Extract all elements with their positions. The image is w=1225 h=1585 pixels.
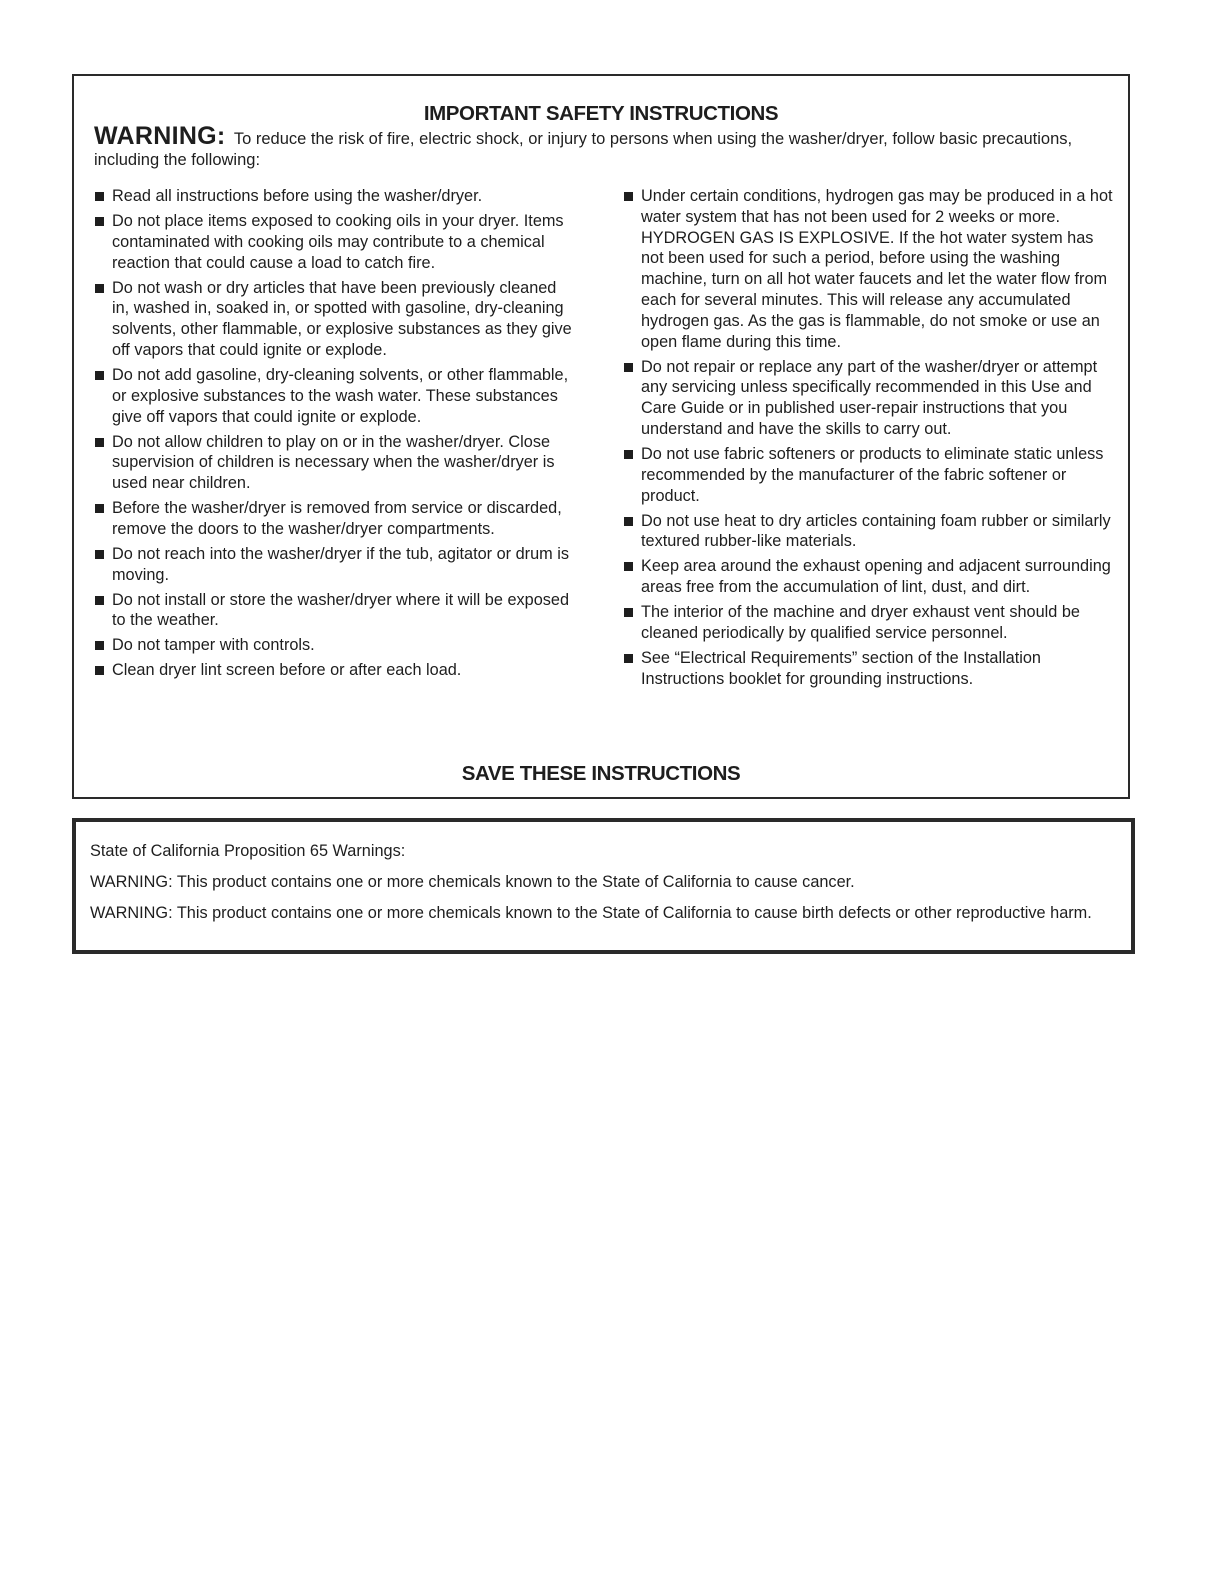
square-bullet-icon — [95, 596, 104, 605]
list-item — [94, 432, 574, 494]
square-bullet-icon — [624, 192, 633, 201]
list-item-text: Keep area around the exhaust opening and adjacent surrounding areas free from the accumulation of lint, dust, and dirt. — [641, 557, 1111, 597]
square-bullet-icon — [624, 654, 633, 663]
list-item-text: Read all instructions before using the washer/dryer. — [112, 187, 483, 205]
square-bullet-icon — [624, 363, 633, 372]
list-item — [623, 602, 1113, 644]
prop65-birth-defects-warning: WARNING: This product contains one or more chemicals known to the State of California to cause birth defects or other reproductive harm. — [90, 904, 1092, 922]
list-item — [623, 444, 1113, 506]
list-item-text: Do not install or store the washer/dryer where it will be exposed to the weather. — [112, 590, 569, 630]
square-bullet-icon — [95, 666, 104, 675]
list-item — [623, 357, 1113, 440]
list-item-text: Before the washer/dryer is removed from service or discarded, remove the doors to the washer/dryer compartments. — [112, 499, 562, 538]
prop65-cancer-warning: WARNING: This product contains one or more chemicals known to the State of California to cause cancer. — [90, 873, 855, 891]
list-item-text: Do not use fabric softeners or products to eliminate static unless recommended by the manufacturer of the fabric softener or product. — [641, 444, 1104, 505]
save-instructions-footer: SAVE THESE INSTRUCTIONS — [461, 762, 741, 785]
warning-label: WARNING: — [94, 122, 226, 150]
list-item — [94, 365, 574, 427]
right-instructions-list — [623, 186, 1113, 694]
list-item — [623, 556, 1113, 598]
list-item-text: Do not add gasoline, dry-cleaning solvents, or other flammable, or explosive substances to the wash water. These substances give off vapors that could ignite or explode. — [112, 365, 569, 426]
list-item — [623, 648, 1113, 690]
list-item — [623, 186, 1113, 352]
square-bullet-icon — [95, 504, 104, 513]
safety-title: IMPORTANT SAFETY INSTRUCTIONS — [423, 102, 779, 125]
square-bullet-icon — [624, 562, 633, 571]
list-item — [94, 278, 574, 361]
list-item-text: Do not reach into the washer/dryer if the tub, agitator or drum is moving. — [112, 544, 570, 584]
list-item-text: Do not tamper with controls. — [112, 636, 315, 655]
list-item — [94, 590, 574, 632]
square-bullet-icon — [95, 641, 104, 650]
prop65-warning-box — [72, 818, 1135, 954]
list-item-text: Under certain conditions, hydrogen gas may be produced in a hot water system that has not been used for 2 weeks or more. HYDROGEN GAS IS EXPLOSIVE. If the hot water system has not been used for such a period, before using the washing machine, turn on all hot water faucets and let the water flow from each for several minutes. This will release any accumulated hydrogen gas. As the gas is flammable, do not smoke or use an open flame during this time. — [641, 187, 1113, 351]
square-bullet-icon — [95, 284, 104, 293]
list-item — [94, 498, 574, 540]
list-item-text: See “Electrical Requirements” section of the Installation Instructions booklet for grounding instructions. — [641, 648, 1041, 688]
list-item-text: Do not wash or dry articles that have been previously cleaned in, washed in, soaked in, or spotted with gasoline, dry-cleaning solvents, other flammable, or explosive substances as they give off vapors that could ignite or explode. — [112, 278, 572, 359]
square-bullet-icon — [624, 517, 633, 526]
safety-instructions-box — [72, 74, 1130, 799]
list-item — [94, 660, 574, 681]
square-bullet-icon — [95, 192, 104, 201]
list-item — [94, 635, 574, 656]
square-bullet-icon — [95, 438, 104, 447]
list-item-text: Do not place items exposed to cooking oils in your dryer. Items contaminated with cooking oils may contribute to a chemical reaction that could cause a load to catch fire. — [112, 211, 564, 272]
square-bullet-icon — [624, 608, 633, 617]
list-item-text: Do not use heat to dry articles containing foam rubber or similarly textured rubber-like materials. — [641, 511, 1111, 551]
warning-intro — [94, 122, 1104, 171]
list-item-text: Do not repair or replace any part of the washer/dryer or attempt any servicing unless specifically recommended in this Use and Care Guide or in published user-repair instructions that you understand and have the skills to carry out. — [641, 357, 1098, 438]
list-item-text: Clean dryer lint screen before or after each load. — [112, 661, 462, 680]
left-instructions-list — [94, 186, 574, 685]
square-bullet-icon — [624, 450, 633, 459]
square-bullet-icon — [95, 217, 104, 226]
list-item-text: Do not allow children to play on or in the washer/dryer. Close supervision of children is necessary when the washer/dryer is used near children. — [112, 432, 555, 493]
square-bullet-icon — [95, 371, 104, 380]
prop65-heading: State of California Proposition 65 Warnings: — [90, 842, 406, 860]
list-item — [94, 544, 574, 586]
warning-text: To reduce the risk of fire, electric shock, or injury to persons when using the washer/dryer, follow basic precautions, including the following: — [94, 130, 1073, 169]
list-item — [623, 511, 1113, 553]
list-item — [94, 186, 574, 207]
list-item-text: The interior of the machine and dryer exhaust vent should be cleaned periodically by qualified service personnel. — [641, 603, 1080, 642]
list-item — [94, 211, 574, 273]
square-bullet-icon — [95, 550, 104, 559]
